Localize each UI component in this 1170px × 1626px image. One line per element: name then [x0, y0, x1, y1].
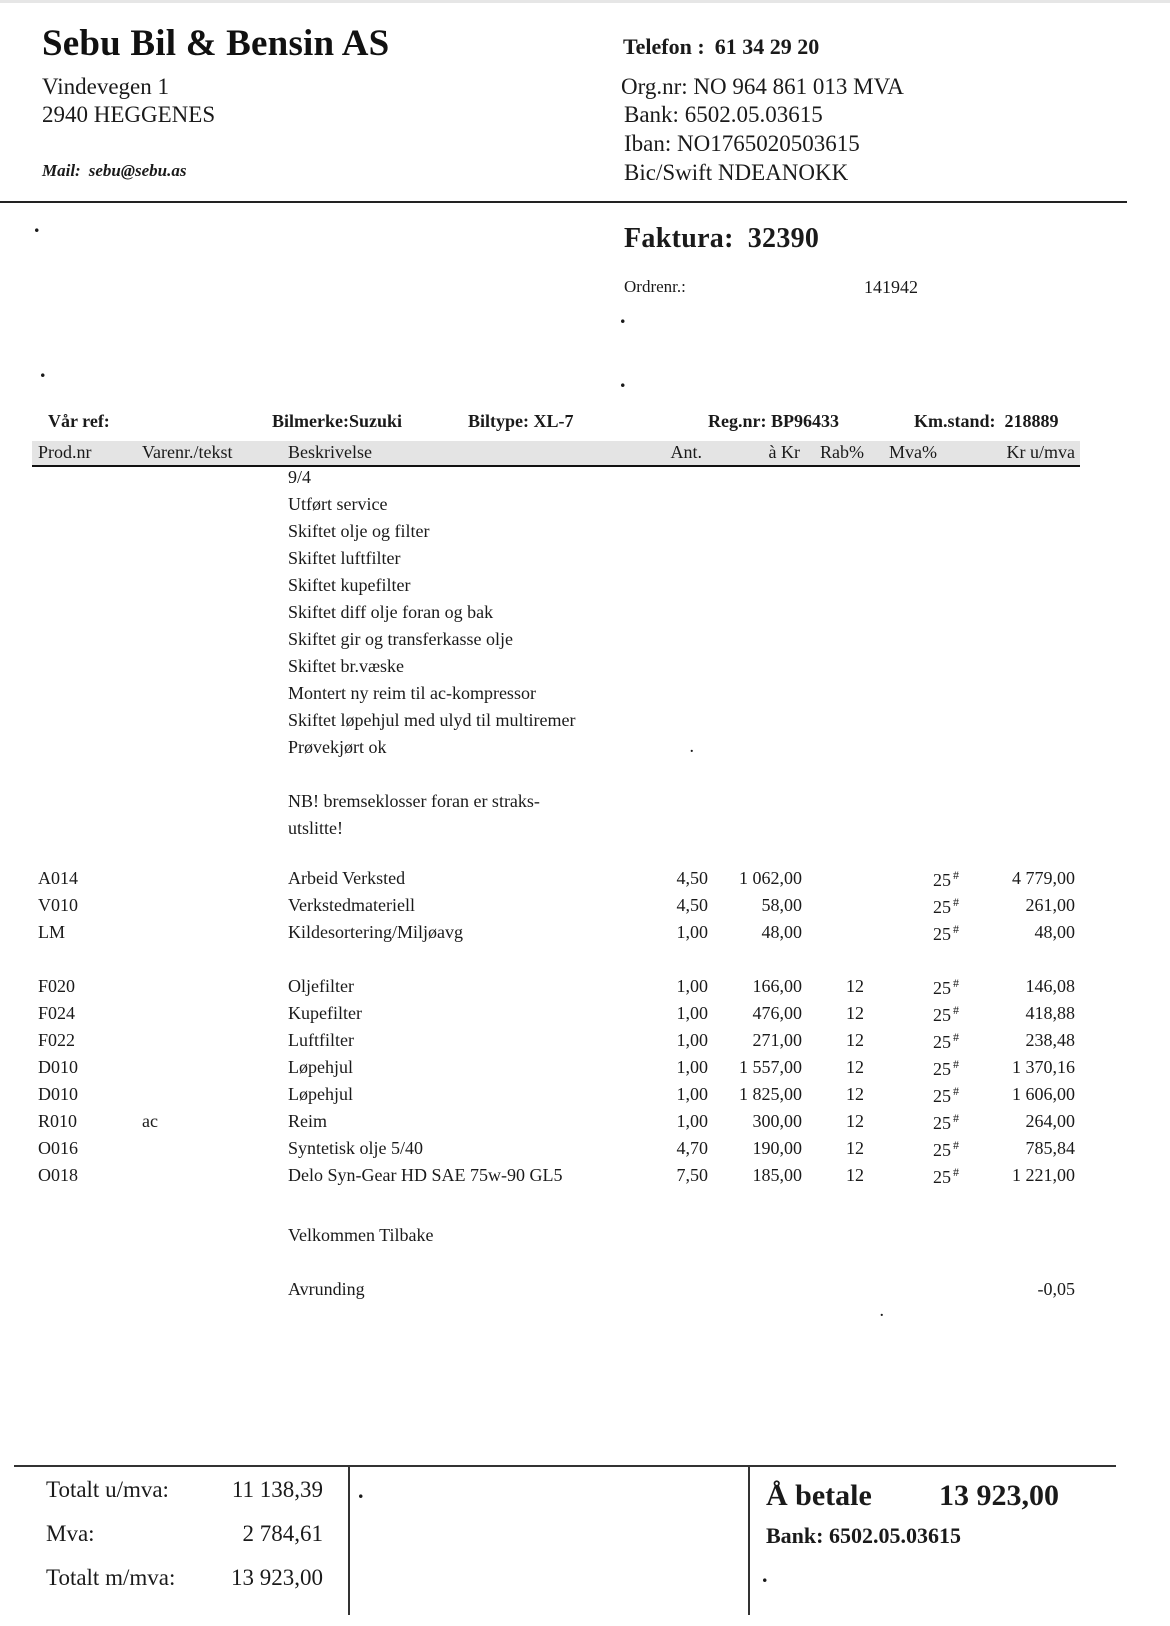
cell-description: Luftfilter [288, 1030, 354, 1050]
cell-unit-price: 1 557,00 [739, 1057, 802, 1077]
dot-mark: . [358, 1478, 364, 1503]
dot-mark: . [620, 303, 626, 328]
vat-rate: 25 [933, 1140, 951, 1160]
payment-bank-account: Bank: 6502.05.03615 [766, 1523, 961, 1548]
cell-quantity: 1,00 [676, 1084, 708, 1104]
cell-quantity: 1,00 [676, 1003, 708, 1023]
vat-mark: # [953, 1165, 959, 1179]
cell-vat [933, 868, 959, 891]
vat-mark: # [953, 1003, 959, 1017]
cell-vat [933, 1111, 959, 1134]
vat-rate: 25 [933, 897, 951, 917]
cell-quantity: 7,50 [676, 1165, 708, 1185]
cell-vat [933, 1003, 959, 1026]
cell-vat [933, 1030, 959, 1053]
car-type: Biltype: XL-7 [468, 411, 574, 431]
cell-unit-price: 190,00 [752, 1138, 802, 1158]
vat-mark: # [953, 1057, 959, 1071]
cell-quantity: 4,50 [676, 868, 708, 888]
cell-unit-price: 185,00 [752, 1165, 802, 1185]
col-header-total: Kr u/mva [1006, 442, 1075, 462]
company-phone [623, 34, 819, 60]
table-row [0, 976, 1170, 1003]
cell-quantity: 1,00 [676, 1057, 708, 1077]
rounding-value: -0,05 [1037, 1279, 1075, 1299]
cell-discount: 12 [846, 1057, 864, 1077]
table-row [0, 1084, 1170, 1111]
car-make: Bilmerke:Suzuki [272, 411, 403, 431]
total-inc-vat-value: 13 923,00 [231, 1565, 323, 1590]
cell-description: Reim [288, 1111, 327, 1131]
cell-item-text: ac [142, 1111, 158, 1131]
note-line: utslitte! [288, 818, 343, 838]
cell-description: Syntetisk olje 5/40 [288, 1138, 423, 1158]
col-header-prod: Prod.nr [38, 442, 92, 462]
cell-total: 1 606,00 [1012, 1084, 1075, 1104]
vat-rate: 25 [933, 1086, 951, 1106]
cell-description: Oljefilter [288, 976, 354, 996]
vat-mark: # [953, 1138, 959, 1152]
cell-vat [933, 1057, 959, 1080]
table-row [0, 1030, 1170, 1057]
cell-discount: 12 [846, 1003, 864, 1023]
invoice-number: 32390 [747, 223, 820, 254]
cell-description: Verkstedmateriell [288, 895, 415, 915]
iban: Iban: NO1765020503615 [624, 131, 860, 156]
note-line: Skiftet kupefilter [288, 575, 411, 595]
bic-swift: Bic/Swift NDEANOKK [624, 160, 849, 185]
note-line: NB! bremseklosser foran er straks- [288, 791, 540, 811]
note-line: 9/4 [288, 467, 312, 487]
cell-vat [933, 1138, 959, 1161]
cell-discount: 12 [846, 1165, 864, 1185]
cell-unit-price: 476,00 [752, 1003, 802, 1023]
col-header-discount: Rab% [820, 442, 864, 462]
amount-due-value: 13 923,00 [939, 1479, 1059, 1512]
invoice-label: Faktura: [624, 223, 734, 254]
cell-unit-price: 166,00 [752, 976, 802, 996]
cell-description: Delo Syn-Gear HD SAE 75w-90 GL5 [288, 1165, 563, 1185]
table-row [0, 922, 1170, 949]
cell-description: Kildesortering/Miljøavg [288, 922, 463, 942]
cell-product-number: F022 [38, 1030, 76, 1050]
company-address-line2: 2940 HEGGENES [42, 102, 216, 127]
col-header-description: Beskrivelse [288, 442, 372, 462]
cell-unit-price: 271,00 [752, 1030, 802, 1050]
vat-rate: 25 [933, 870, 951, 890]
cell-vat [933, 922, 959, 945]
dot-mark: . [34, 212, 40, 237]
total-ex-vat-value: 11 138,39 [231, 1477, 323, 1502]
table-row [0, 1138, 1170, 1165]
vat-mark: # [953, 1084, 959, 1098]
cell-unit-price: 58,00 [761, 895, 802, 915]
cell-description: Løpehjul [288, 1057, 353, 1077]
vat-rate: 25 [933, 1032, 951, 1052]
table-row [0, 1165, 1170, 1192]
footer-column-divider [348, 1465, 350, 1615]
cell-discount: 12 [846, 1030, 864, 1050]
table-row [0, 1111, 1170, 1138]
top-border [0, 0, 1170, 3]
cell-unit-price: 300,00 [752, 1111, 802, 1131]
note-line: Skiftet br.væske [288, 656, 404, 676]
cell-total: 264,00 [1025, 1111, 1075, 1131]
note-line: Skiftet løpehjul med ulyd til multiremer [288, 710, 576, 730]
note-line: Skiftet diff olje foran og bak [288, 602, 494, 622]
vat-mark: # [953, 922, 959, 936]
table-header-underline [32, 465, 1080, 467]
note-line: Skiftet olje og filter [288, 521, 430, 541]
mileage-label: Km.stand: [914, 411, 996, 431]
note-line: Skiftet luftfilter [288, 548, 401, 568]
dot-mark: . [40, 357, 46, 382]
cell-quantity: 1,00 [676, 976, 708, 996]
vat-mark: # [953, 976, 959, 990]
col-header-vat: Mva% [889, 442, 937, 462]
cell-total: 1 221,00 [1012, 1165, 1075, 1185]
cell-unit-price: 1 825,00 [739, 1084, 802, 1104]
footer-divider [14, 1465, 1116, 1467]
cell-quantity: 1,00 [676, 1111, 708, 1131]
cell-total: 4 779,00 [1012, 868, 1075, 888]
bank-account: Bank: 6502.05.03615 [624, 102, 823, 127]
cell-vat [933, 1165, 959, 1188]
cell-total: 1 370,16 [1012, 1057, 1075, 1077]
cell-description: Kupefilter [288, 1003, 362, 1023]
cell-product-number: LM [38, 922, 65, 942]
note-line: Prøvekjørt ok [288, 737, 387, 757]
cell-product-number: V010 [38, 895, 78, 915]
cell-discount: 12 [846, 976, 864, 996]
footer-column-divider [748, 1465, 750, 1615]
order-number-label: Ordrenr.: [624, 277, 686, 296]
cell-total: 785,84 [1025, 1138, 1075, 1158]
phone-label: Telefon : [623, 34, 705, 59]
dot-mark: . [690, 741, 694, 756]
cell-unit-price: 48,00 [761, 922, 802, 942]
vat-label: Mva: [46, 1521, 95, 1546]
cell-product-number: F020 [38, 976, 76, 996]
col-header-varenr: Varenr./tekst [142, 442, 233, 462]
cell-vat [933, 895, 959, 918]
company-address-line1: Vindevegen 1 [42, 74, 169, 99]
col-header-unit-price: à Kr [768, 442, 800, 462]
table-row [0, 1003, 1170, 1030]
cell-quantity: 4,50 [676, 895, 708, 915]
welcome-text: Velkommen Tilbake [288, 1225, 434, 1245]
table-row [0, 868, 1170, 895]
vat-rate: 25 [933, 1113, 951, 1133]
cell-total: 418,88 [1025, 1003, 1075, 1023]
dot-mark: . [762, 1562, 768, 1587]
cell-vat [933, 1084, 959, 1107]
cell-total: 238,48 [1025, 1030, 1075, 1050]
note-line: Skiftet gir og transferkasse olje [288, 629, 513, 649]
phone-value: 61 34 29 20 [714, 34, 820, 59]
cell-product-number: F024 [38, 1003, 76, 1023]
our-reference: Vår ref: [48, 411, 110, 431]
mail-label: Mail: [42, 161, 81, 180]
dot-mark: . [620, 367, 626, 392]
cell-discount: 12 [846, 1111, 864, 1131]
cell-product-number: D010 [38, 1057, 78, 1077]
mail-value[interactable]: sebu@sebu.as [88, 161, 187, 180]
vat-value: 2 784,61 [242, 1521, 323, 1546]
vat-rate: 25 [933, 924, 951, 944]
cell-quantity: 1,00 [676, 922, 708, 942]
cell-total: 48,00 [1034, 922, 1075, 942]
cell-quantity: 1,00 [676, 1030, 708, 1050]
vat-mark: # [953, 1030, 959, 1044]
cell-discount: 12 [846, 1084, 864, 1104]
note-line: Utført service [288, 494, 388, 514]
cell-unit-price: 1 062,00 [739, 868, 802, 888]
cell-vat [933, 976, 959, 999]
cell-description: Løpehjul [288, 1084, 353, 1104]
note-line: Montert ny reim til ac-kompressor [288, 683, 536, 703]
vat-rate: 25 [933, 1059, 951, 1079]
cell-product-number: O018 [38, 1165, 78, 1185]
cell-product-number: O016 [38, 1138, 78, 1158]
vat-mark: # [953, 895, 959, 909]
order-number-value: 141942 [864, 277, 918, 297]
vat-mark: # [953, 1111, 959, 1125]
registration-number: Reg.nr: BP96433 [708, 411, 839, 431]
table-row [0, 895, 1170, 922]
total-ex-vat-label: Totalt u/mva: [46, 1477, 169, 1502]
total-inc-vat-label: Totalt m/mva: [46, 1565, 176, 1590]
rounding-label: Avrunding [288, 1279, 365, 1299]
col-header-quantity: Ant. [670, 442, 702, 462]
cell-total: 261,00 [1025, 895, 1075, 915]
company-mail [42, 161, 186, 181]
cell-product-number: D010 [38, 1084, 78, 1104]
cell-product-number: A014 [38, 868, 78, 888]
company-name: Sebu Bil & Bensin AS [42, 23, 390, 64]
cell-discount: 12 [846, 1138, 864, 1158]
mileage-value: 218889 [1004, 411, 1059, 431]
table-row [0, 1057, 1170, 1084]
header-divider [0, 201, 1127, 203]
cell-description: Arbeid Verksted [288, 868, 406, 888]
mileage [914, 411, 1059, 432]
org-number: Org.nr: NO 964 861 013 MVA [621, 74, 904, 99]
amount-due-label: Å betale [766, 1479, 872, 1512]
cell-quantity: 4,70 [676, 1138, 708, 1158]
dot-mark: . [880, 1305, 884, 1320]
vat-rate: 25 [933, 978, 951, 998]
vat-mark: # [953, 868, 959, 882]
vat-rate: 25 [933, 1005, 951, 1025]
invoice-title [624, 223, 819, 255]
cell-product-number: R010 [38, 1111, 78, 1131]
vat-rate: 25 [933, 1167, 951, 1187]
cell-total: 146,08 [1025, 976, 1075, 996]
